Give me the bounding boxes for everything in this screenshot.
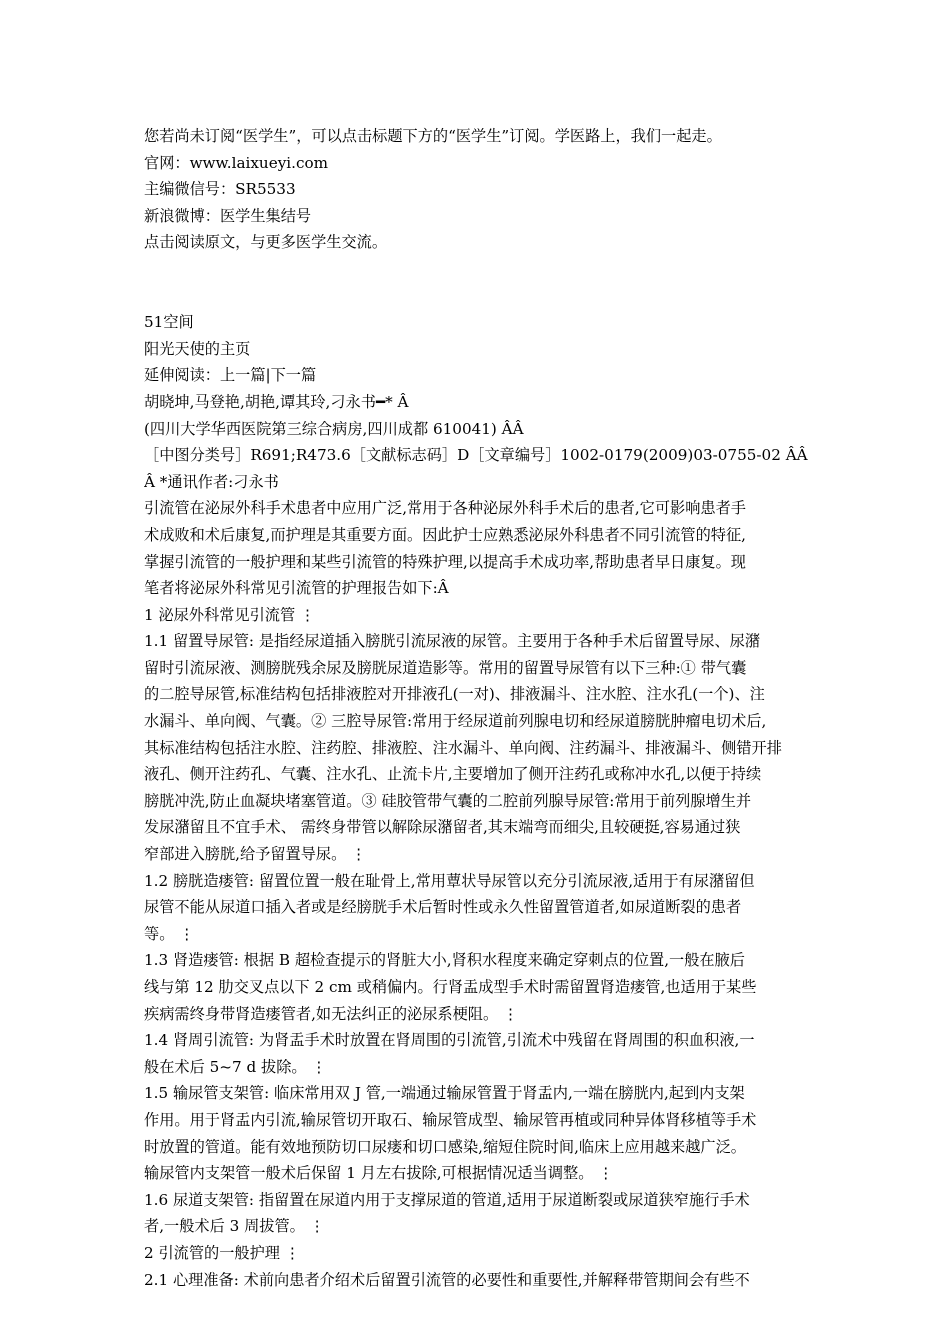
- corresponding-author: Â *通讯作者:刁永书: [144, 472, 279, 491]
- body-text-line: 笔者将泌尿外科常见引流管的护理报告如下:Â: [144, 579, 449, 598]
- body-text-line: 发尿潴留且不宜手术、 需终身带管以解除尿潴留者,其末端弯而细尖,且较硬挺,容易通过狭: [144, 818, 741, 837]
- body-text-line: 1.3 肾造瘘管: 根据 B 超检查提示的肾脏大小,肾积水程度来确定穿刺点的位置,一般在腋后: [144, 951, 745, 970]
- section-spacer: [144, 256, 808, 309]
- body-text-line: 等。 ⋮: [144, 924, 195, 943]
- classification-line: ［中图分类号］R691;R473.6［文献标志码］D［文章编号］1002-0179(2009)03-0755-02 ÂÂ: [144, 446, 808, 465]
- body-text-line: 般在术后 5~7 d 拔除。 ⋮: [144, 1057, 327, 1076]
- body-text-line: 其标准结构包括注水腔、注药腔、排液腔、注水漏斗、单向阀、注药漏斗、排液漏斗、侧错开排: [144, 738, 782, 757]
- body-text-line: 时放置的管道。能有效地预防切口尿瘘和切口感染,缩短住院时间,临床上应用越来越广泛。: [144, 1137, 746, 1156]
- body-text-line: 作用。用于肾盂内引流,输尿管切开取石、输尿管成型、输尿管再植或同种异体肾移植等手术: [144, 1110, 757, 1129]
- body-text-line: 者,一般术后 3 周拔管。 ⋮: [144, 1217, 325, 1236]
- extended-reading-nav: 延伸阅读：上一篇|下一篇: [144, 366, 317, 385]
- body-text-line: 术成败和术后康复,而护理是其重要方面。因此护士应熟悉泌尿外科患者不同引流管的特征,: [144, 525, 746, 544]
- body-text-line: 的二腔导尿管,标准结构包括排液腔对开排液孔(一对)、排液漏斗、注水腔、注水孔(一个)、注: [144, 685, 765, 704]
- intro-website-line: 官网：www.laixueyi.com: [144, 153, 329, 172]
- body-text-line: 输尿管内支架管一般术后保留 1 月左右拔除,可根据情况适当调整。 ⋮: [144, 1164, 614, 1183]
- intro-weibo-line: 新浪微博：医学生集结号: [144, 206, 312, 225]
- body-text-line: 尿管不能从尿道口插入者或是经膀胱手术后暂时性或永久性留置管道者,如尿道断裂的患者: [144, 898, 742, 917]
- body-text-line: 掌握引流管的一般护理和某些引流管的特殊护理,以提高手术成功率,帮助患者早日康复。现: [144, 552, 746, 571]
- site-name: 51空间: [144, 313, 194, 332]
- document-body: [144, 123, 808, 1293]
- homepage-title: 阳光天使的主页: [144, 339, 251, 358]
- body-text-line: 留时引流尿液、测膀胱残余尿及膀胱尿道造影等。常用的留置导尿管有以下三种:① 带气囊: [144, 658, 747, 677]
- body-text-line: 1.5 输尿管支架管: 临床常用双 J 管,一端通过输尿管置于肾盂内,一端在膀胱内,起到内支架: [144, 1084, 745, 1103]
- section-heading: 1 泌尿外科常见引流管 ⋮: [144, 605, 316, 624]
- body-text-line: 线与第 12 肋交叉点以下 2 cm 或稍偏内。行肾盂成型手术时需留置肾造瘘管,也适用于某些: [144, 978, 757, 996]
- body-text-line: 液孔、侧开注药孔、气囊、注水孔、止流卡片,主要增加了侧开注药孔或称冲水孔,以便于持续: [144, 765, 762, 784]
- body-text-line: 窄部进入膀胱,给予留置导尿。 ⋮: [144, 845, 367, 864]
- body-text-line: 2.1 心理准备: 术前向患者介绍术后留置引流管的必要性和重要性,并解释带管期间会有些不: [144, 1270, 750, 1289]
- body-text-line: 疾病需终身带肾造瘘管者,如无法纠正的泌尿系梗阻。 ⋮: [144, 1004, 519, 1023]
- body-text-line: 1.2 膀胱造瘘管: 留置位置一般在耻骨上,常用蕈状导尿管以充分引流尿液,适用于有尿潴留但: [144, 871, 755, 890]
- intro-wechat-line: 主编微信号：SR5533: [144, 180, 296, 199]
- intro-subscribe-line: 您若尚未订阅“医学生”，可以点击标题下方的“医学生”订阅。学医路上，我们一起走。: [144, 127, 722, 145]
- author-affiliation: (四川大学华西医院第三综合病房,四川成都 610041) ÂÂ: [144, 419, 524, 438]
- body-text-line: 引流管在泌尿外科手术患者中应用广泛,常用于各种泌尿外科手术后的患者,它可影响患者手: [144, 499, 746, 518]
- body-text-line: 水漏斗、单向阀、气囊。② 三腔导尿管:常用于经尿道前列腺电切和经尿道膀胱肿瘤电切术后,: [144, 712, 767, 731]
- body-text-line: 膀胱冲洗,防止血凝块堵塞管道。③ 硅胶管带气囊的二腔前列腺导尿管:常用于前列腺增生并: [144, 791, 752, 810]
- body-text-line: 1.4 肾周引流管: 为肾盂手术时放置在肾周围的引流管,引流术中残留在肾周围的积血积液,一: [144, 1031, 755, 1050]
- body-text-line: 1.1 留置导尿管: 是指经尿道插入膀胱引流尿液的尿管。主要用于各种手术后留置导尿、尿潴: [144, 632, 761, 651]
- section-heading: 2 引流管的一般护理 ⋮: [144, 1243, 301, 1262]
- body-text-line: 1.6 尿道支架管: 指留置在尿道内用于支撑尿道的管道,适用于尿道断裂或尿道狭窄施行手术: [144, 1190, 750, 1209]
- intro-read-original-line: 点击阅读原文，与更多医学生交流。: [144, 233, 387, 252]
- author-list: 胡晓坤,马登艳,胡艳,谭其玲,刁永书━* Â: [144, 392, 409, 411]
